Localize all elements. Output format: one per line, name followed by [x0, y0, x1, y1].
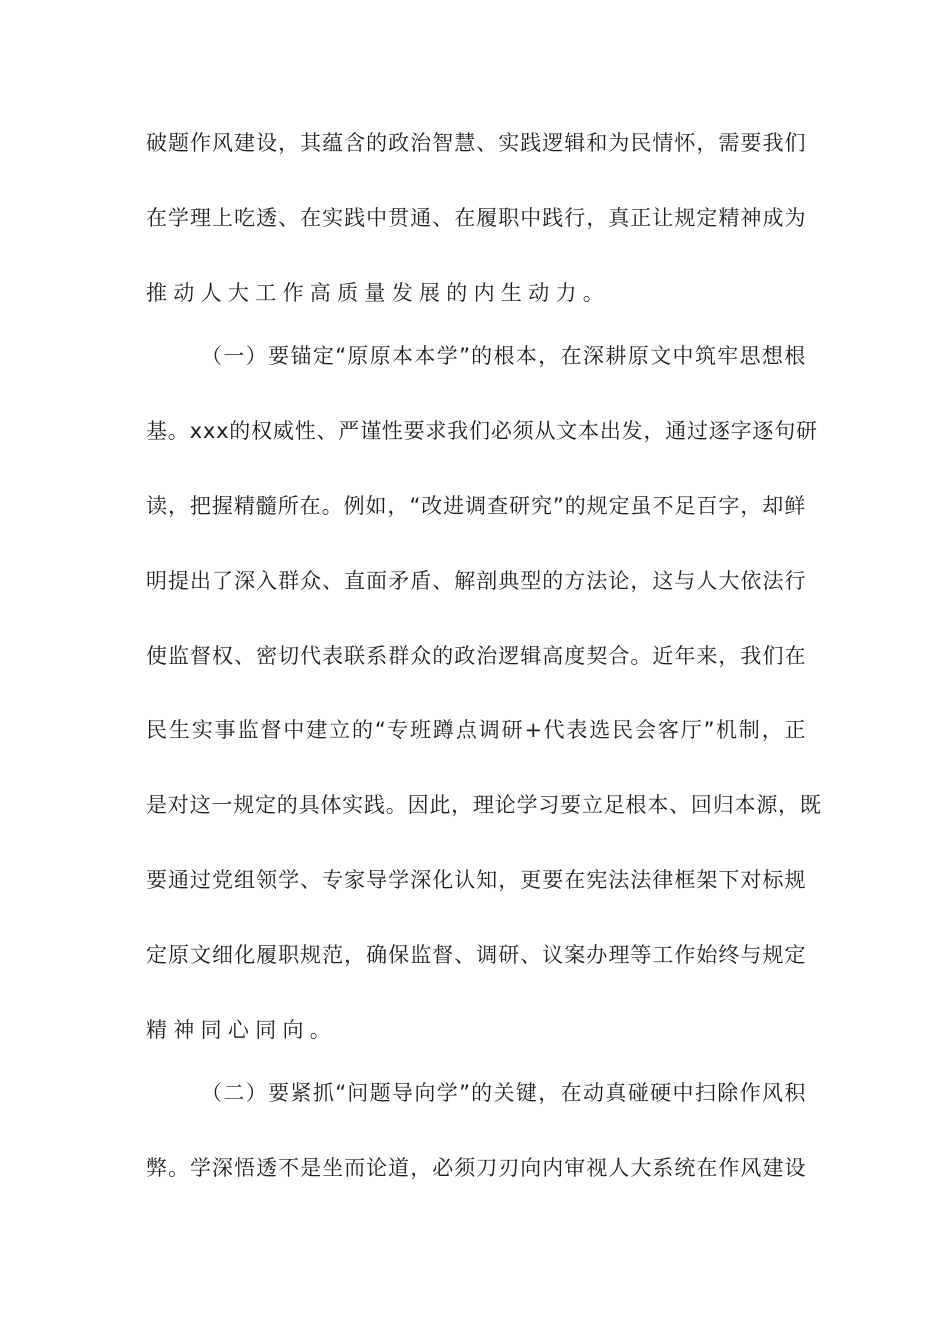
text-line: 明 提 出 了 深 入 群 众 、 直 面 矛 盾 、 解 剖 典 型 的 方 法 论 ， 这 与 人 大 依 法 行: [146, 568, 806, 593]
text-line: 基 。 x x x 的 权 威 性 、 严 谨 性 要 求 我 们 必 须 从 文 本 出 发 ， 通 过 逐 字 逐 句 研: [146, 419, 818, 444]
text-line: 民 生 实 事 监 督 中 建 立 的 “ 专 班 蹲 点 调 研 + 代 表 选 民 会 客 厅 ” 机 制 ， 正: [146, 718, 806, 743]
text-line: 要 通 过 党 组 领 学 、 专 家 导 学 深 化 认 知 ， 更 要 在 宪 法 法 律 框 架 下 对 标 规: [146, 867, 806, 892]
text-line: 弊 。 学 深 悟 透 不 是 坐 而 论 道 ， 必 须 刀 刃 向 内 审 视 人 大 系 统 在 作 风 建 设: [146, 1156, 806, 1181]
text-line: 是 对 这 一 规 定 的 具 体 实 践 。 因 此 ， 理 论 学 习 要 立 足 根 本 、 回 归 本 源 ， 既: [146, 793, 821, 818]
text-line: 破 题 作 风 建 设 ， 其 蕴 含 的 政 治 智 慧 、 实 践 逻 辑 和 为 民 情 怀 ， 需 要 我 们: [146, 131, 806, 155]
text-line: 精神同心同向。: [146, 1017, 338, 1042]
body-text: [146, 106, 821, 1206]
paragraph-section-1: [146, 319, 821, 1067]
text-line: 读 ， 把 握 精 髓 所 在 。 例 如 ， “ 改 进 调 查 研 究 ” 的 规 定 虽 不 足 百 字 ， 却 鲜: [146, 493, 806, 518]
paragraph-continuation: [146, 106, 805, 330]
section-heading-line: （ 二 ） 要 紧 抓 “ 问 题 导 向 学 ” 的 关 键 ， 在 动 真 碰 硬 中 扫 除 作 风 积: [201, 1081, 806, 1106]
text-line: 使 监 督 权 、 密 切 代 表 联 系 群 众 的 政 治 逻 辑 高 度 契 合 。 近 年 来 ， 我 们 在: [146, 643, 806, 668]
text-line: 在 学 理 上 吃 透 、 在 实 践 中 贯 通 、 在 履 职 中 践 行 ， 真 正 让 规 定 精 神 成 为: [146, 205, 806, 230]
text-line: 推动人大工作高质量发展的内生动力。: [146, 280, 611, 305]
paragraph-section-2: [146, 1056, 805, 1206]
section-heading-line: （ 一 ） 要 锚 定 “ 原 原 本 本 学 ” 的 根 本 ， 在 深 耕 原 文 中 筑 牢 思 想 根: [201, 344, 806, 369]
text-line: 定 原 文 细 化 履 职 规 范 ， 确 保 监 督 、 调 研 、 议 案 办 理 等 工 作 始 终 与 规 定: [146, 942, 806, 967]
